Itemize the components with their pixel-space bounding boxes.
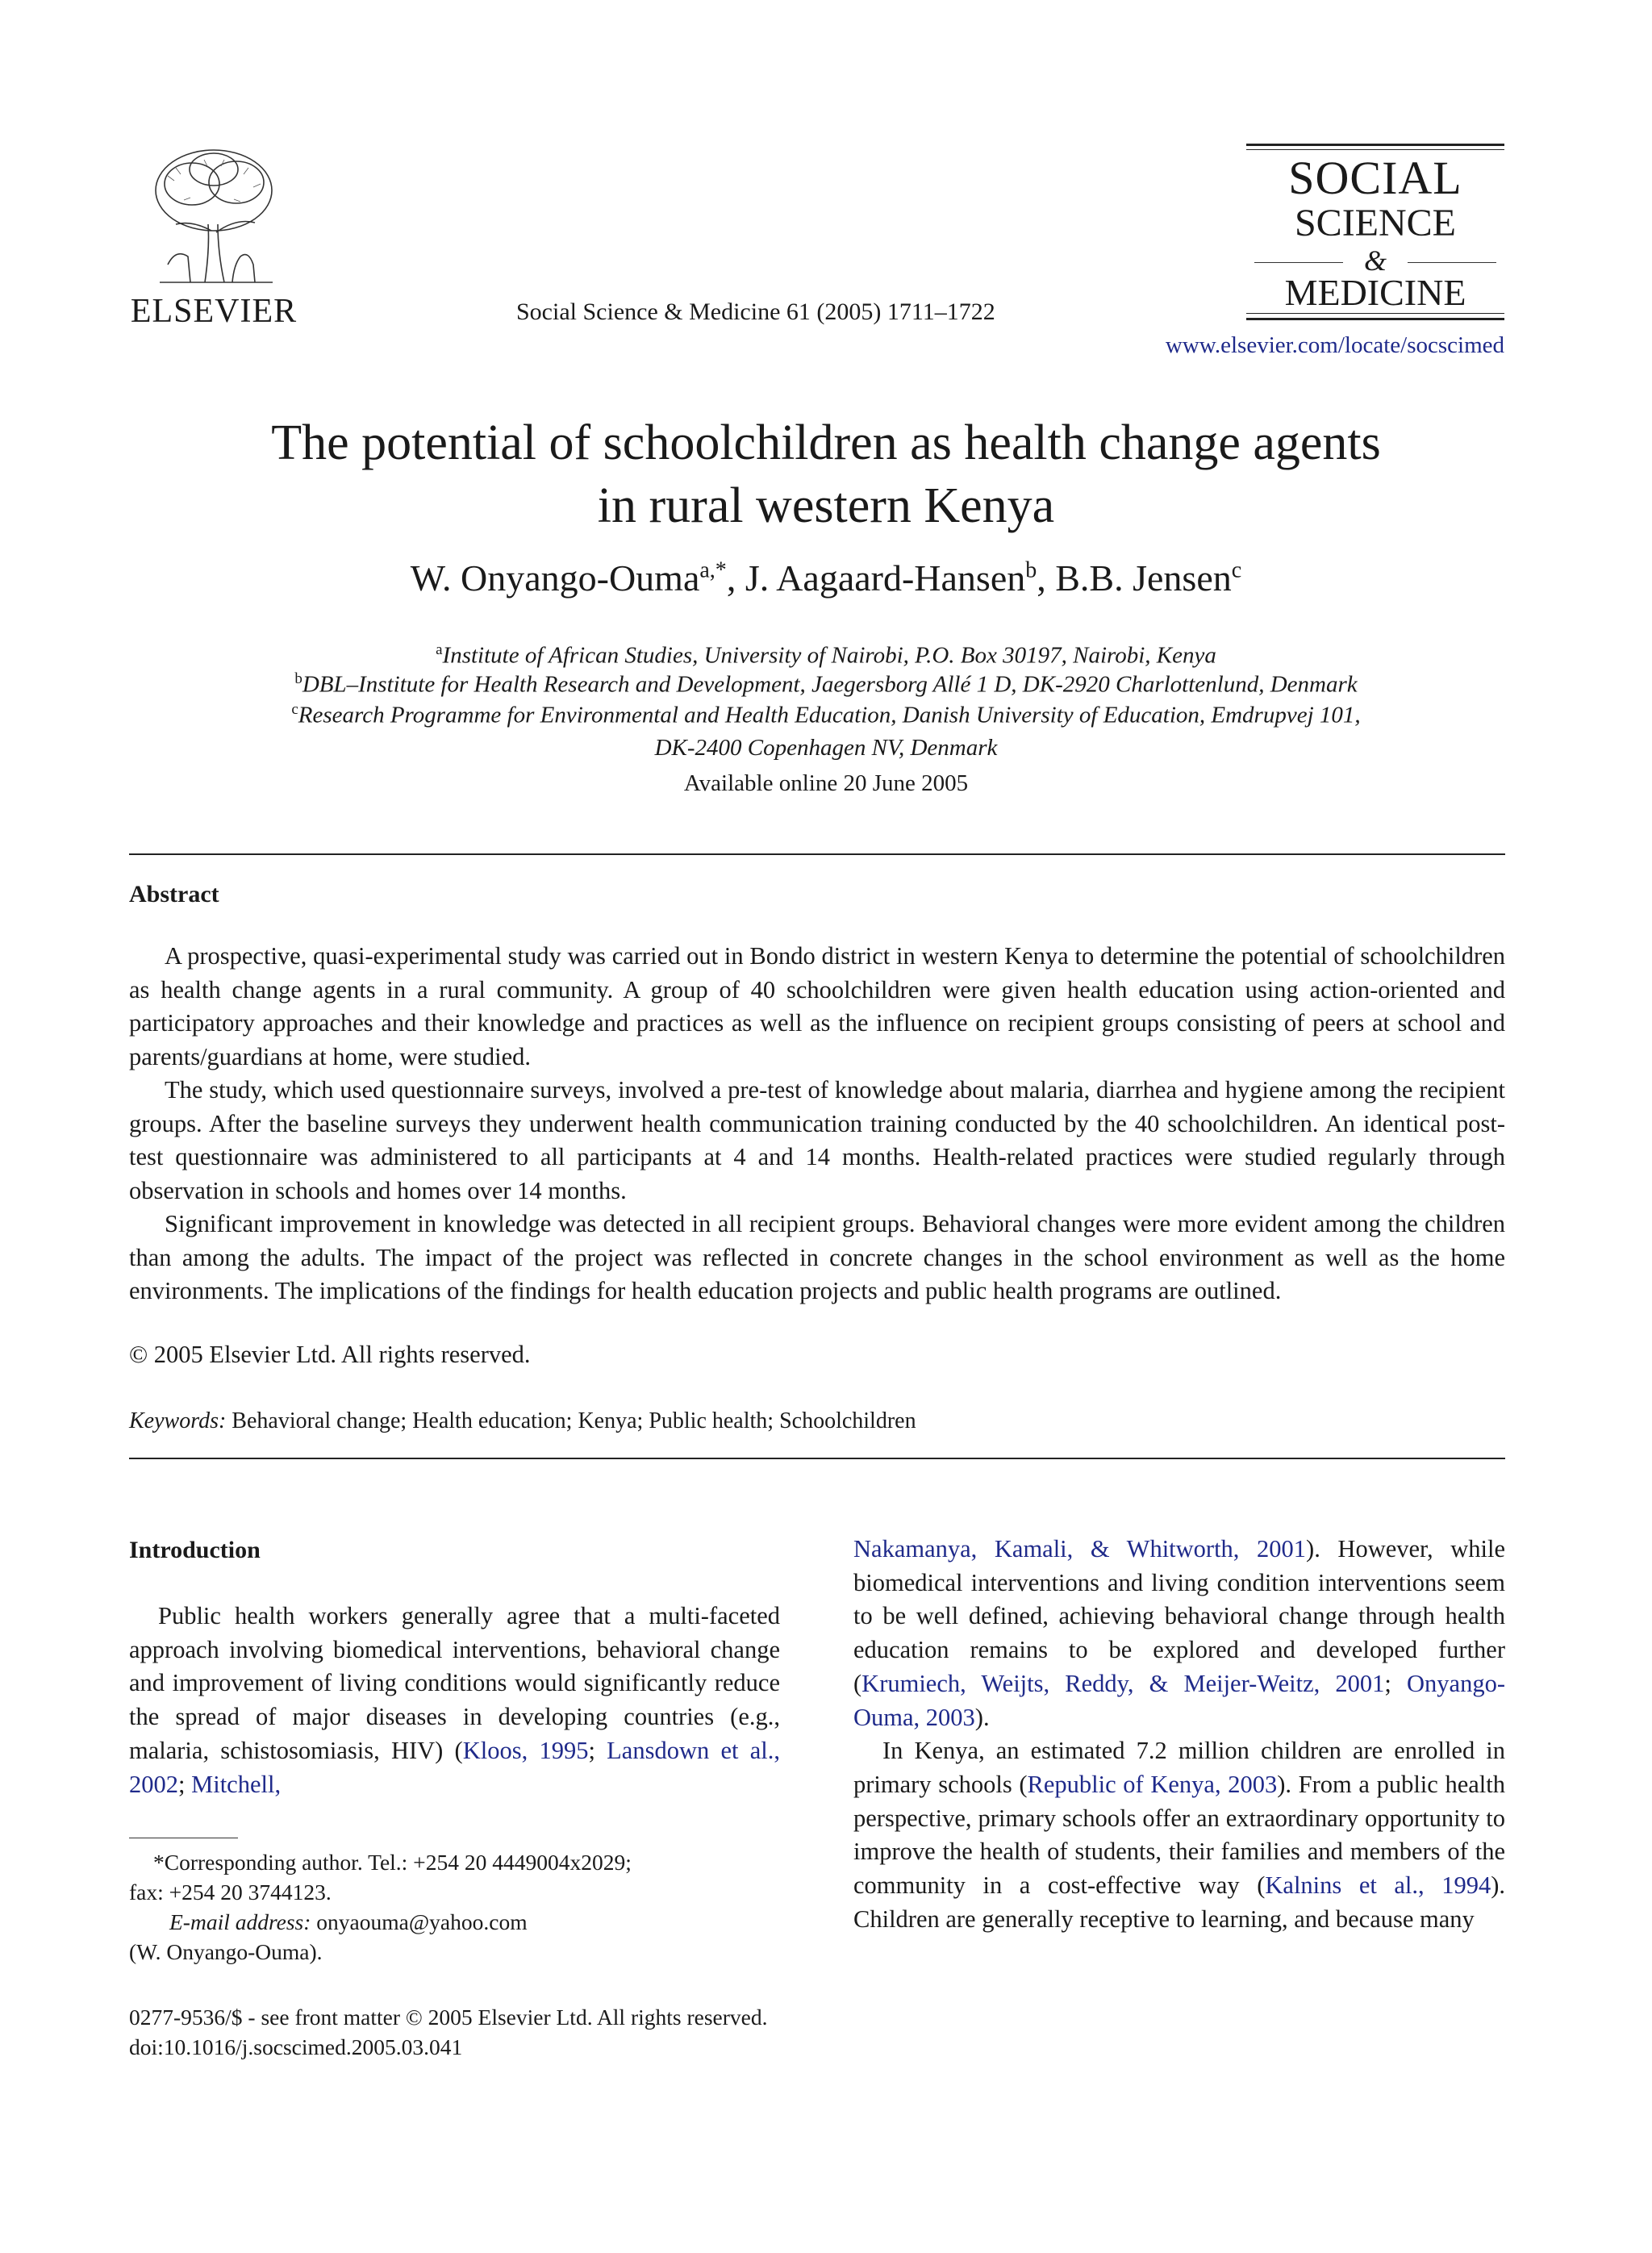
masthead-line-social: SOCIAL (1288, 152, 1462, 204)
journal-citation: Social Science & Medicine 61 (2005) 1711–1722 (516, 298, 995, 325)
author-affil-mark: b (1025, 557, 1037, 583)
issn-line: 0277-9536/$ - see front matter © 2005 Elsevier Ltd. All rights reserved. (129, 2005, 768, 2030)
author-affil-mark: c (1231, 557, 1242, 583)
email-owner: (W. Onyango-Ouma). (129, 1939, 323, 1964)
masthead-ampersand: & (1246, 246, 1504, 275)
citation-link[interactable]: Kloos, 1995 (462, 1736, 589, 1764)
journal-masthead (1246, 144, 1504, 321)
affiliation-text: Research Programme for Environmental and Health Education, Danish University of Education, Emdrupvej 101, (298, 702, 1361, 728)
abstract-paragraph: A prospective, quasi-experimental study was carried out in Bondo district in western Kenya to determine the potential of schoolchildren as health change agents in a rural community. A group of 40 schoolchildren were given health education using action-oriented and participatory approaches and their knowledge and practices as well as the influence on recipient groups consisting of peers at school and parents/guardians at home, were studied. (129, 942, 1505, 1070)
citation-link[interactable]: Onyango-Ouma, 2003 (853, 1669, 1505, 1731)
citation-link[interactable]: Kalnins et al., 1994 (1265, 1871, 1491, 1900)
left-column-text (129, 1600, 780, 1801)
divider-top (129, 853, 1505, 855)
email-note (129, 1907, 780, 1937)
keywords (129, 1408, 916, 1434)
author-name: W. Onyango-Ouma (410, 557, 700, 599)
abstract-paragraph: Significant improvement in knowledge was detected in all recipient groups. Behavioral changes were more evident among the children than among the adults. The impact of the project was reflected in concrete changes in the school environment as well as the home environments. The implications of the findings for health education projects and public health programs are outlined. (129, 1210, 1505, 1304)
keywords-label: Keywords: (129, 1408, 227, 1433)
citation-link[interactable]: Republic of Kenya, 2003 (1027, 1770, 1278, 1798)
affiliation-mark: c (291, 701, 298, 718)
email-label: E-mail address: (169, 1909, 311, 1934)
masthead-line-science: SCIENCE (1294, 202, 1456, 244)
right-column-text (853, 1533, 1505, 1936)
title-line-1: The potential of schoolchildren as health change agents (271, 415, 1381, 470)
keywords-text: Behavioral change; Health education; Kenya; Public health; Schoolchildren (232, 1408, 916, 1433)
citation-link[interactable]: Lansdown et al., 2002 (129, 1736, 780, 1798)
footnotes (129, 1847, 780, 1967)
affiliation-mark: a (436, 641, 443, 658)
author-list (97, 557, 1555, 599)
author-separator: , (726, 557, 745, 599)
citation-link[interactable]: Nakamanya, Kamali, & Whitworth, 2001 (853, 1535, 1307, 1562)
author-affil-mark: a,* (699, 557, 727, 583)
affiliation-c (97, 694, 1555, 764)
fax-note: fax: +254 20 3744123. (129, 1880, 332, 1905)
author-name: J. Aagaard-Hansen (745, 557, 1026, 599)
affiliation-text: DBL–Institute for Health Research and Development, Jaegersborg Allé 1 D, DK-2920 Charlottenlund, Denmark (302, 671, 1358, 698)
paragraph-text: ). From a public health perspective, primary schools offer an extraordinary opportunity to improve the health of students, their families and members of the community in a cost-effective way ( (853, 1770, 1505, 1900)
divider-bottom (129, 1458, 1505, 1459)
title-line-2: in rural western Kenya (597, 478, 1055, 533)
available-online-date: Available online 20 June 2005 (683, 770, 969, 796)
affiliation-text-continued: DK-2400 Copenhagen NV, Denmark (654, 734, 998, 761)
front-matter (129, 2002, 767, 2062)
author-separator: , (1037, 557, 1056, 599)
body-paragraph: Public health workers generally agree that a multi-faceted approach involving biomedical interventions, behavioral change and improvement of living conditions would significantly reduce the spread of major diseases in developing countries (e.g., malaria, schistosomiasis, HIV) (Kloos, 1995; Lansdown et al., 2002; Mitchell, (129, 1602, 780, 1798)
email-address: onyaouma@yahoo.com (316, 1909, 528, 1934)
citation-link[interactable]: Mitchell, (191, 1770, 282, 1798)
abstract-body (129, 940, 1505, 1308)
body-paragraph: Nakamanya, Kamali, & Whitworth, 2001). However, while biomedical interventions and living condition interventions seem to be well defined, achieving behavioral change through health education remains to be explored and developed further (Krumiech, Weijts, Reddy, & Meijer-Weitz, 2001; Onyango-Ouma, 2003). (853, 1535, 1505, 1731)
introduction-heading: Introduction (129, 1537, 261, 1563)
paper-title (97, 411, 1555, 537)
paragraph-text: In Kenya, an estimated 7.2 million children are enrolled in primary schools ( (853, 1737, 1505, 1798)
abstract-paragraph: The study, which used questionnaire surveys, involved a pre-test of knowledge about malaria, diarrhea and hygiene among the recipient groups. After the baseline surveys they underwent health communication training conducted by the 40 schoolchildren. An identical post-test questionnaire was administered to all participants at 4 and 14 months. Health-related practices were studied regularly through observation in schools and homes over 14 months. (129, 1076, 1505, 1204)
author-name: B.B. Jensen (1055, 557, 1232, 599)
abstract-copyright: © 2005 Elsevier Ltd. All rights reserved. (129, 1341, 531, 1368)
journal-url-link[interactable]: www.elsevier.com/locate/socscimed (1165, 332, 1504, 358)
citation-link[interactable]: Krumiech, Weijts, Reddy, & Meijer-Weitz, 2001 (861, 1669, 1385, 1697)
corresponding-author-note: *Corresponding author. Tel.: +254 20 4449004x2029; (153, 1850, 632, 1875)
body-paragraph (853, 1734, 1505, 1936)
abstract-heading: Abstract (129, 881, 219, 907)
affiliation-mark: b (294, 670, 302, 687)
publisher-wordmark: ELSEVIER (130, 293, 298, 330)
paragraph-text: Public health workers generally agree that a multi-faceted approach involving biomedical interventions, behavioral change and improvement of living conditions would significantly reduce the spread of major diseases in developing countries (e.g., malaria, schistosomiasis, HIV) ( (129, 1602, 780, 1764)
doi-line: doi:10.1016/j.socscimed.2005.03.041 (129, 2034, 463, 2059)
paragraph-text: ). Children are generally receptive to learning, and because many (853, 1871, 1506, 1933)
affiliation-text: Institute of African Studies, University of Nairobi, P.O. Box 30197, Nairobi, Kenya (442, 642, 1216, 669)
masthead-line-medicine: MEDICINE (1284, 272, 1466, 313)
paragraph-text: ). However, while biomedical interventions and living condition interventions seem to be well defined, achieving behavioral change through health education remains to be explored and developed further ( (853, 1535, 1505, 1697)
